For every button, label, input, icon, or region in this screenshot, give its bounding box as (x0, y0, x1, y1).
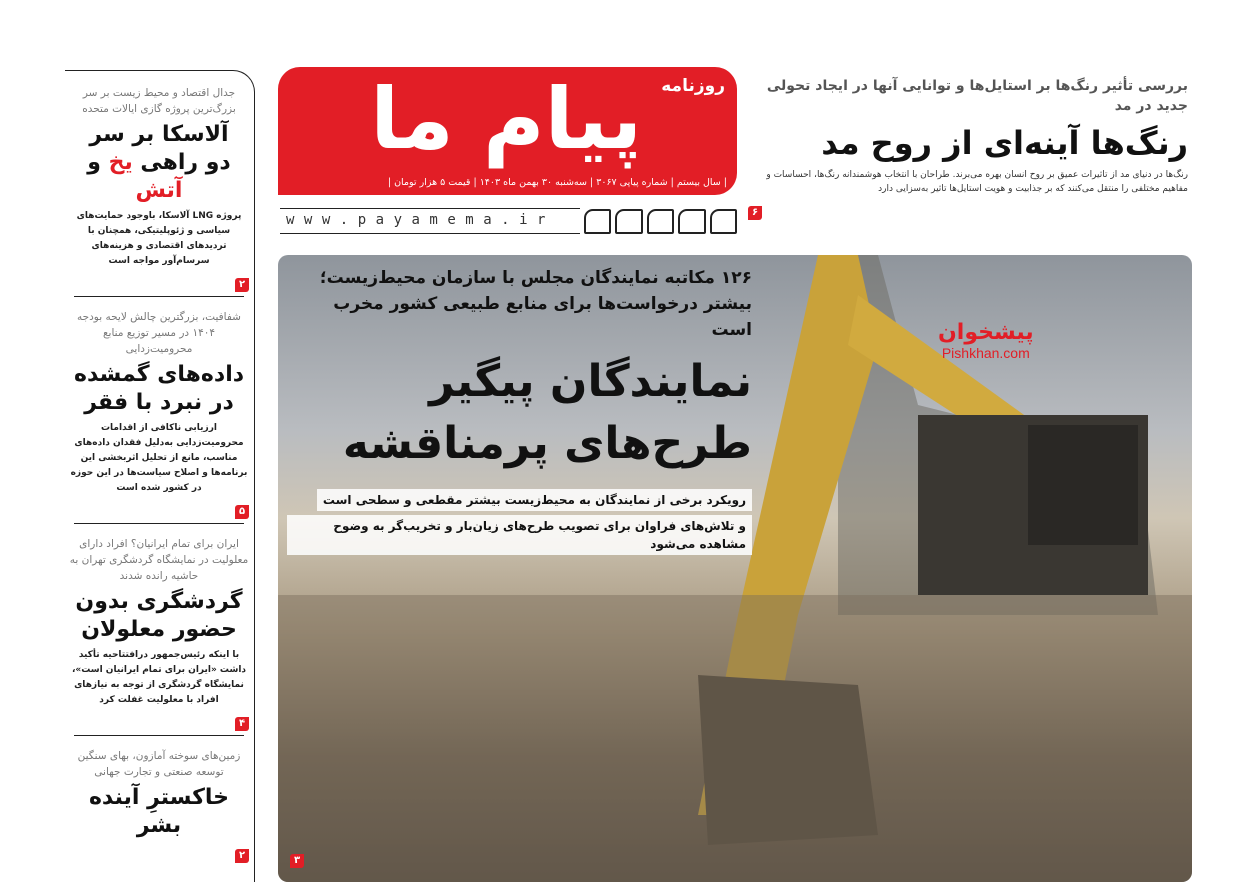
page-badge: ۳ (290, 854, 304, 868)
main-headline[interactable]: نمایندگان پیگیر طرح‌های پرمناقشه (342, 356, 752, 469)
masthead-logo[interactable] (278, 67, 737, 195)
kicker: شفافیت، بزرگترین چالش لایحه بودجه ۱۴۰۴ در مسیر توزیع منابع محرومیت‌زدایی (77, 311, 241, 355)
divider (74, 735, 244, 736)
logo-text: پیام ما (370, 70, 642, 168)
main-story[interactable] (287, 265, 752, 555)
kicker: ایران برای تمام ایرانیان؟ افراد دارای معلولیت در نمایشگاه گردشگری تهران به حاشیه رانده شدند (69, 538, 249, 582)
issue-info: | سال بیستم | شماره پیاپی ۳۰۶۷ | سه‌شنبه ۳۰ بهمن ماه ۱۴۰۳ | قیمت ۵ هزار تومان | (387, 177, 727, 188)
divider (74, 296, 244, 297)
story-fashion[interactable] (748, 76, 1188, 220)
page-badge: ۶ (748, 206, 762, 220)
page-badge: ۲ (235, 849, 249, 863)
page-badge: ۲ (235, 278, 249, 292)
logo-label: روزنامه (661, 76, 725, 96)
kicker: بررسی تأثیر رنگ‌ها بر استایل‌ها و توانایی آنها در ایجاد تحولی جدید در مد (766, 78, 1188, 114)
summary: ارزیابی ناکافی از اقدامات محرومیت‌زدایی به‌دلیل فقدان داده‌های مناسب، مانع از تحلیل اثربخشی این برنامه‌ها و اصلاح سیاست‌ها در این حوزه در کشور شده است (70, 423, 248, 493)
summary: با اینکه رئیس‌جمهور درافتتاحیه تأکید داشت «ایران برای تمام ایرانیان است»، نمایشگاه گردشگری از توجه به نیازهای افراد با معلولیت غفلت کرد (71, 650, 247, 705)
main-lead: رویکرد برخی از نمایندگان به محیط‌زیست بیشتر مقطعی و سطحی است و تلاش‌های فراوان برای تصویب طرح‌های زیان‌بار و تخریب‌گر به وضوح مشاهده می‌شود (287, 485, 752, 555)
summary: رنگ‌ها در دنیای مد از تاثیرات عمیق بر روح انسان بهره می‌برند. طراحان با انتخاب هوشمندانه رنگ‌ها، احساسات و مفاهیم مختلفی را منتقل می‌کنند که بر جذابیت و هویت استایل‌ها تاثیر به‌سزایی دارد (766, 170, 1188, 194)
divider (74, 523, 244, 524)
kicker: جدال اقتصاد و محیط زیست بر سر بزرگ‌ترین پروژه گازی ایالات متحده (82, 87, 236, 115)
summary: پروژه LNG آلاسکا، باوجود حمایت‌های سیاسی و ژئوپلیتیکی، همچنان با تردیدهای اقتصادی و هزینه‌های سرسام‌آور مواجه است (76, 211, 242, 266)
headline: گردشگری بدون حضور معلولان (75, 589, 243, 642)
story-alaska[interactable] (69, 85, 249, 288)
headline: رنگ‌ها آینه‌ای از روح مد (821, 124, 1188, 162)
page-badge: ۵ (235, 505, 249, 519)
headline: خاکسترِ آینده بشر (88, 785, 230, 838)
story-tourism[interactable] (69, 536, 249, 727)
main-kicker: ۱۲۶ مکاتبه نمایندگان مجلس با سازمان محیط‌زیست؛ بیشتر درخواست‌ها برای منابع طبیعی کشور مخرب است (319, 268, 752, 340)
page-badge: ۴ (235, 717, 249, 731)
headline: آلاسکا بر سر دو راهی یخ و آتش (87, 122, 231, 203)
story-poverty[interactable] (69, 309, 249, 515)
decorative-boxes (584, 209, 737, 234)
story-amazon[interactable] (69, 748, 249, 859)
main-photo[interactable] (278, 255, 1192, 882)
headline: داده‌های گمشده در نبرد با فقر (73, 362, 245, 415)
website-url[interactable]: www.payamema.ir (280, 208, 580, 234)
kicker: زمین‌های سوخته آمازون، بهای سنگین توسعه صنعتی و تجارت جهانی (77, 750, 241, 778)
left-column (65, 70, 255, 882)
watermark: پیشخوان Pishkhan.com (938, 320, 1034, 361)
